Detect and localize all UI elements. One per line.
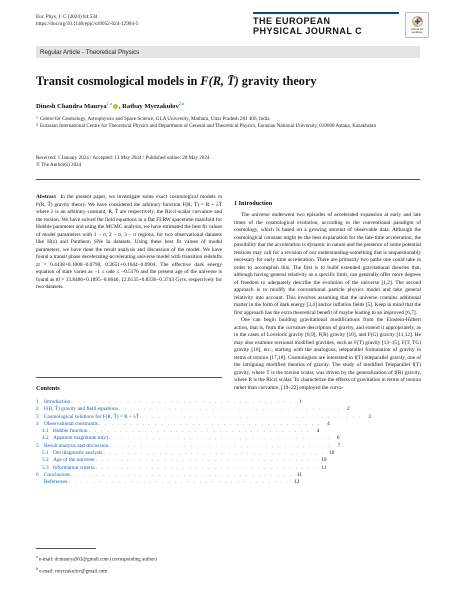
- toc-entry-page: 4: [327, 420, 330, 427]
- journal-name-line2: PHYSICAL JOURNAL C: [253, 26, 363, 36]
- journal-name-line1: THE EUROPEAN: [253, 16, 331, 26]
- toc-entry-page: 12: [294, 479, 300, 486]
- contents-heading: Contents: [36, 385, 60, 392]
- toc-entry-page: 7: [337, 442, 341, 449]
- journal-logo: [253, 12, 399, 36]
- toc-entry-title[interactable]: Apparent magnitude m(z): [53, 435, 108, 442]
- affiliation-item: [36, 116, 421, 123]
- contents-divider: [36, 377, 222, 378]
- article-type-label: Regular Article - Theoretical Physics: [40, 48, 140, 56]
- toc-entry-number: 5.1: [42, 450, 49, 457]
- author-name[interactable]: Dinesh Chandra Maurya: [36, 103, 107, 111]
- toc-entry-page: 4: [316, 428, 320, 435]
- toc-entry-number: 6: [36, 471, 39, 478]
- toc-entry-title[interactable]: Cosmological solutions for F(R, T̄) = R + λT̄: [44, 413, 140, 420]
- toc-leader-dots: . . . . . . . . . . . . . . . . . . . . . . . . . . . . . . . . . . . .: [118, 406, 341, 413]
- citation-block: [36, 14, 138, 28]
- affiliation-marker: 2: [36, 123, 38, 127]
- toc-entry-title[interactable]: Conclusions: [44, 471, 71, 478]
- toc-leader-dots: . . . . . . . . . . . . . . . . . . . . . . . . . . . . . . . . . . . .: [71, 399, 294, 405]
- abstract: [36, 194, 222, 292]
- toc-entry-title[interactable]: References: [44, 479, 68, 486]
- toc-entry[interactable]: [36, 442, 341, 450]
- affiliation-text: Centre for Cosmology, Astrophysics and Space Science, GLA University, Mathura, Uttar Pradesh 281 406, India: [40, 116, 270, 122]
- copyright-line: © The Author(s) 2024: [36, 162, 82, 168]
- affiliation-text: Eurasian International Centre for Theoretical Physics and Department of General and Theoretical Physics, Eurasian National University, 010008 Astana, Kazakhstan: [40, 123, 376, 129]
- footnote: [36, 552, 157, 565]
- toc-entry[interactable]: [36, 435, 340, 442]
- title-prefix: Transit cosmological models in: [36, 74, 201, 88]
- journal-citation: Eur. Phys. J. C (2024) 84:534: [36, 14, 98, 20]
- introduction-heading: 1 Introduction: [234, 200, 273, 207]
- toc-leader-dots: . . . . . . . . . . . . . . . . . . . . . . . . . . . . . . . . . . . .: [95, 457, 318, 464]
- article-type-banner: [36, 46, 420, 58]
- abstract-text: In the present paper, we investigate some exact cosmological models in F(R, T̄) gravity theory. We have considered the arbitrary function F(R, T̄) = R + λT̄ where λ is an arbitrary constant, R, T̄ are respectively, the Ricci-scalar curvature and the torsion. We have solved the field equations in a flat FLRW spacetime manifold for Hubble parameter and using the MCMC analysis, we have estimated the best fit values of model parameters with 1 − σ, 2 − σ, 3 − σ regions, for two observational datasets like H(z) and Pantheon SNe Ia datasets. Using these best fit values of model parameters, we have done the result analysis and discussion of the model. We have found a transit phase decelerating-accelerating universe model with transition redshifts zt = 0.4438+0.1008−0.0790, 0.3651+0.1644−0.0904. The effective dark energy equation of state varies as −1 ≤ ωde ≤ −0.5176 and the present age of the universe is found as t0 = 13.8486+0.1895−0.0640, 12.0135+0.8336−0.3743 Gyrs, respectively for two datasets.: [36, 194, 223, 291]
- title-suffix: gravity theory: [238, 74, 317, 88]
- toc-entry-page: 10: [328, 450, 335, 457]
- toc-leader-dots: . . . . . . . . . . . . . . . . . . . . . . . . . . . . . . . . . . . .: [103, 450, 326, 457]
- orcid-icon[interactable]: [113, 104, 118, 109]
- author-name[interactable]: Ratbay Myrzakulov: [122, 103, 179, 111]
- toc-entry-page: 10: [321, 457, 327, 464]
- toc-entry-page: 1: [299, 399, 303, 405]
- toc-entry[interactable]: [36, 464, 327, 472]
- toc-leader-dots: . . . . . . . . . . . . . . . . . . . . . . . . . . . . . . . . . . . .: [88, 428, 311, 435]
- introduction-body: [234, 212, 421, 392]
- toc-leader-dots: . . . . . . . . . . . . . . . . . . . . . . . . . . . . . . . . . . . .: [99, 420, 321, 427]
- toc-entry[interactable]: [36, 406, 350, 413]
- toc-entry-title[interactable]: Om diagnostic analysis: [53, 450, 103, 457]
- toc-entry-title[interactable]: Result analysis and discussion: [44, 442, 109, 449]
- author-affiliation-marker: 2,b: [178, 101, 185, 106]
- footnote-text[interactable]: e-mail: dcmaurya563@gmail.com (corresponding author): [38, 556, 157, 563]
- header-divider: [36, 179, 420, 180]
- toc-entry-title[interactable]: Age of the universe: [53, 457, 95, 464]
- toc-leader-dots: . . . . . . . . . . . . . . . . . . . . . . . . . . . . . . . . . . . .: [109, 442, 332, 449]
- toc-entry-page: 2: [346, 406, 350, 413]
- toc-entry-title[interactable]: Hubble function: [53, 428, 88, 435]
- abstract-label: Abstract: [36, 194, 56, 200]
- toc-leader-dots: . . . . . . . . . . . . . . . . . . . . . . . . . . . . . . . . . . . .: [95, 464, 318, 471]
- publication-dates: [36, 155, 209, 169]
- footnote-text[interactable]: e-mail: rmyrzakulov@gmail.com: [39, 568, 108, 575]
- paragraph: The universe underwent two episodes of accelerated expansion at early and late times of the cosmological evolution, according to the conventional paradigm of cosmology, which is based on a growing amount of observable data. Although the cosmological constant might be the best explanation for the late-time acceleration, the possibility that the acceleration is dynamic in nature and the presence of some potential tensions may call for a revision of our understanding-something that is unquestionably necessary for early time acceleration. There are primarily two paths one could take in order to accomplish this. The first is to build extended gravitational theories that, although having general relativity as a specific limit, can generally offer more degrees of freedom to adequately describe the evolution of the universe [1,2]. The second approach is to modify the conventional particle physics model and take general relativity into account. This involves assuming that the universe contains additional matter in the form of dark energy [3,4] and/or inflation fields [5]. Keep in mind that the first approach has the extra theoretical benefit of maybe leading to an improved [6,7].: [234, 212, 421, 316]
- affiliation-marker: 1: [36, 116, 38, 120]
- footnote: [36, 564, 157, 577]
- footnotes: [36, 548, 157, 576]
- toc-entry-number: 5: [36, 442, 39, 449]
- footnote-rule: [36, 548, 96, 549]
- toc-entry-title[interactable]: Introduction: [44, 399, 71, 405]
- toc-leader-dots: . . . . . . . . . . . . . . . . . . . . . . . . . . . . . . . . . . . .: [108, 435, 331, 442]
- check-updates-label: updates: [411, 30, 423, 34]
- author-affiliation-marker: 1,a: [106, 101, 112, 106]
- title-math: F(R, T̄): [200, 74, 239, 88]
- toc-entry-number: 2: [36, 406, 39, 413]
- toc-entry[interactable]: [36, 457, 327, 464]
- toc-leader-dots: . . . . . . . . . . . . . . . . . . . . . . . . . . . . . . . . . . . .: [140, 413, 362, 420]
- check-for-updates-button[interactable]: [405, 12, 429, 38]
- affiliation-item: [36, 123, 421, 130]
- author-separator: ,: [118, 103, 123, 111]
- toc-entry-number: 4: [36, 420, 39, 427]
- toc-entry[interactable]: [36, 479, 300, 486]
- affiliations: [36, 116, 421, 130]
- toc-entry-number: 5.2: [42, 457, 49, 464]
- footnote-marker: a: [36, 555, 38, 559]
- toc-entry-title[interactable]: F(R, T̄) gravity and field equations: [44, 406, 118, 413]
- toc-entry-number: 3: [36, 413, 39, 420]
- toc-leader-dots: . . . . . . . . . . . . . . . . . . . . . . . . . . . . . . . . . . . .: [71, 471, 294, 478]
- toc-entry-number: 4.1: [42, 428, 49, 435]
- toc-entry-page: 11: [321, 464, 327, 471]
- check-updates-label: Check for: [410, 26, 424, 31]
- journal-logo-bar: [253, 12, 399, 14]
- toc-leader-dots: . . . . . . . . . . . . . . . . . . . . . . . . . . . . . . . . . . . .: [68, 479, 291, 486]
- toc-entry-number: 4.2: [42, 435, 49, 442]
- history-dates: Received: 1 January 2024 / Accepted: 13 May 2024 / Published online: 28 May 2024: [36, 155, 210, 161]
- footnote-marker: b: [36, 566, 38, 571]
- toc-entry-title[interactable]: Information criteria: [53, 464, 95, 471]
- toc-entry-title[interactable]: Observational constraints: [44, 420, 98, 427]
- toc-entry-page: 11: [296, 471, 303, 478]
- doi-link[interactable]: https://doi.org/10.1140/epjc/s10052-024-12904-5: [36, 21, 139, 27]
- author-list: [36, 101, 184, 110]
- paragraph: One can begin building gravitational modifications from the Einstein-Hilbert action, that is, from the curvature description of gravity, and extend it appropriately, as in the cases of Lovelock gravity [8,9], F(R) gravity [10], and F(G) gravity [11,12]. He may also examine torsional modified gravities, such as F(T) gravity [13–15], F(T, TG) gravity [16], etc., starting with the analogous, teleparallel formulation of gravity in terms of torsion [17,18]. Cosmologists are interested in f(T) teleparallel gravity, one of the intriguing modified theories of gravity. The study of modified Teleparallel f(T) gravity, where T is the torsion scalar, was driven by the generalization of f(R) gravity, where R is the Ricci scalar. To characterize the effects of gravitation in terms of torsion rather than curvature, [19–22] employed the curva-: [234, 317, 421, 391]
- crossmark-icon: [412, 16, 423, 27]
- toc-entry-number: 1: [36, 399, 39, 405]
- toc-entry-page: 6: [336, 435, 340, 442]
- toc-entry-page: 3: [368, 413, 371, 420]
- toc-entry[interactable]: [36, 413, 371, 421]
- table-of-contents: [36, 399, 371, 487]
- paper-title: [36, 74, 317, 89]
- toc-entry-number: 5.3: [42, 464, 49, 471]
